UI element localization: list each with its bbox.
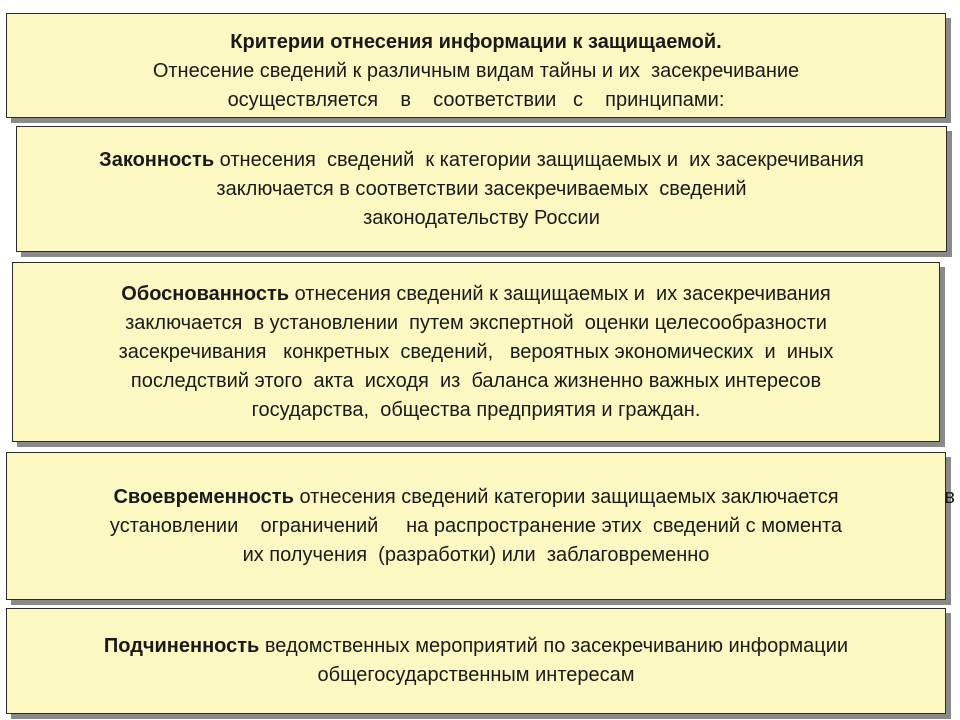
- principle-timeliness-line-2: установлении ограничений на распространение этих сведений с момента: [109, 514, 843, 537]
- principle-validity-term: Обоснованность: [121, 282, 290, 305]
- principle-validity-line-1: Обоснованность отнесения сведений к защищаемых и их засекречивания: [121, 282, 831, 305]
- header-box: [6, 13, 946, 118]
- principle-legality-box: [16, 126, 947, 252]
- principle-legality-term: Законность: [99, 148, 215, 171]
- principle-timeliness-overflow-text: в: [944, 486, 955, 508]
- header-line-2: Отнесение сведений к различным видам тайны и их засекречивание: [152, 60, 800, 82]
- principle-legality-line-1: Законность отнесения сведений к категории защищаемых и их засекречивания: [99, 148, 864, 171]
- principle-timeliness-line-1: Своевременность отнесения сведений категории защищаемых заключается: [113, 485, 839, 508]
- principle-validity-line-2: заключается в установлении путем экспертной оценки целесообразности: [125, 311, 827, 334]
- header-line-3: осуществляется в соответствии с принципами:: [227, 89, 725, 111]
- principle-subordination-term: Подчиненность: [103, 635, 260, 657]
- principle-subordination-line-2: общегосударственным интересам: [317, 664, 635, 686]
- principle-timeliness-line-3: их получения (разработки) или заблаговременно: [242, 543, 710, 566]
- principle-validity-box: [12, 262, 940, 442]
- header-title: Критерии отнесения информации к защищаемой.: [230, 31, 722, 53]
- principle-validity-line-5: государства, общества предприятия и граждан.: [251, 398, 701, 421]
- principle-timeliness-term: Своевременность: [113, 485, 294, 508]
- principle-timeliness-box: [6, 452, 955, 600]
- principle-validity-line-4: последствий этого акта исходя из баланса жизненно важных интересов: [130, 369, 822, 392]
- principle-legality-line-3: законодательству России: [363, 206, 600, 229]
- principle-legality-line-2: заключается в соответствии засекречиваемых сведений: [216, 177, 747, 200]
- principle-subordination-box: [6, 608, 946, 714]
- principle-subordination-line-1: Подчиненность ведомственных мероприятий по засекречиванию информации: [103, 635, 849, 657]
- principle-validity-line-3: засекречивания конкретных сведений, вероятных экономических и иных: [118, 340, 834, 363]
